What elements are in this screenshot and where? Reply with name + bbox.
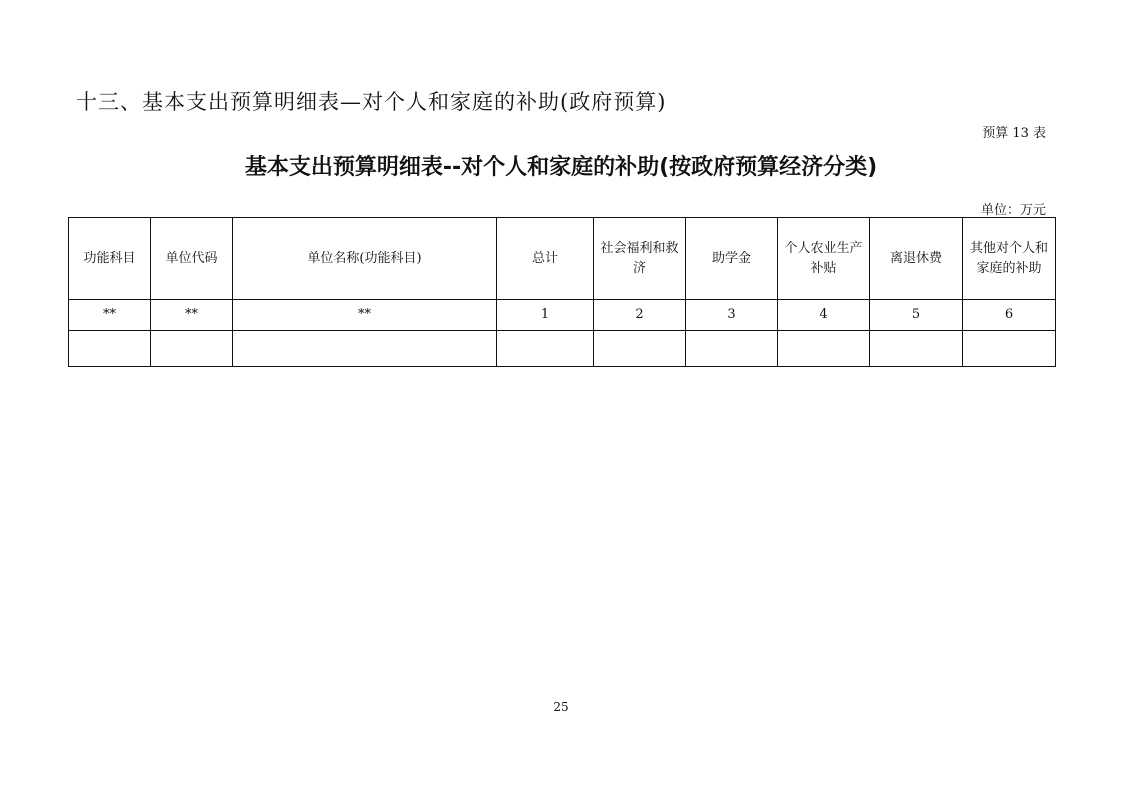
code-cell: ** bbox=[151, 300, 233, 331]
page-number: 25 bbox=[553, 700, 569, 714]
budget-table bbox=[68, 217, 1056, 367]
code-cell: ** bbox=[233, 300, 497, 331]
header-cell-student-grant: 助学金 bbox=[686, 218, 778, 300]
header-cell-function-subject: 功能科目 bbox=[69, 218, 151, 300]
column-code-row bbox=[69, 300, 1056, 331]
table-cell bbox=[497, 331, 594, 367]
header-cell-total: 总计 bbox=[497, 218, 594, 300]
header-cell-other-subsidy: 其他对个人和家庭的补助 bbox=[963, 218, 1056, 300]
table-row bbox=[69, 331, 1056, 367]
code-cell: 4 bbox=[778, 300, 870, 331]
table-cell bbox=[778, 331, 870, 367]
unit-label: 单位：万元 bbox=[980, 203, 1046, 218]
table-cell bbox=[233, 331, 497, 367]
code-cell: 2 bbox=[594, 300, 686, 331]
table-cell bbox=[686, 331, 778, 367]
header-cell-retirement: 离退休费 bbox=[870, 218, 963, 300]
page-title: 基本支出预算明细表--对个人和家庭的补助(按政府预算经济分类) bbox=[244, 155, 878, 180]
table-cell bbox=[963, 331, 1056, 367]
header-cell-unit-name: 单位名称(功能科目) bbox=[233, 218, 497, 300]
code-cell: ** bbox=[69, 300, 151, 331]
table-cell bbox=[69, 331, 151, 367]
header-row bbox=[69, 218, 1056, 300]
header-cell-social-welfare: 社会福利和救济 bbox=[594, 218, 686, 300]
table-cell bbox=[151, 331, 233, 367]
code-cell: 3 bbox=[686, 300, 778, 331]
table-number: 预算 13 表 bbox=[982, 126, 1046, 141]
header-cell-agri-subsidy: 个人农业生产补贴 bbox=[778, 218, 870, 300]
header-cell-unit-code: 单位代码 bbox=[151, 218, 233, 300]
section-heading: 十三、基本支出预算明细表—对个人和家庭的补助(政府预算) bbox=[76, 90, 667, 114]
table-cell bbox=[594, 331, 686, 367]
code-cell: 1 bbox=[497, 300, 594, 331]
code-cell: 6 bbox=[963, 300, 1056, 331]
code-cell: 5 bbox=[870, 300, 963, 331]
table-cell bbox=[870, 331, 963, 367]
